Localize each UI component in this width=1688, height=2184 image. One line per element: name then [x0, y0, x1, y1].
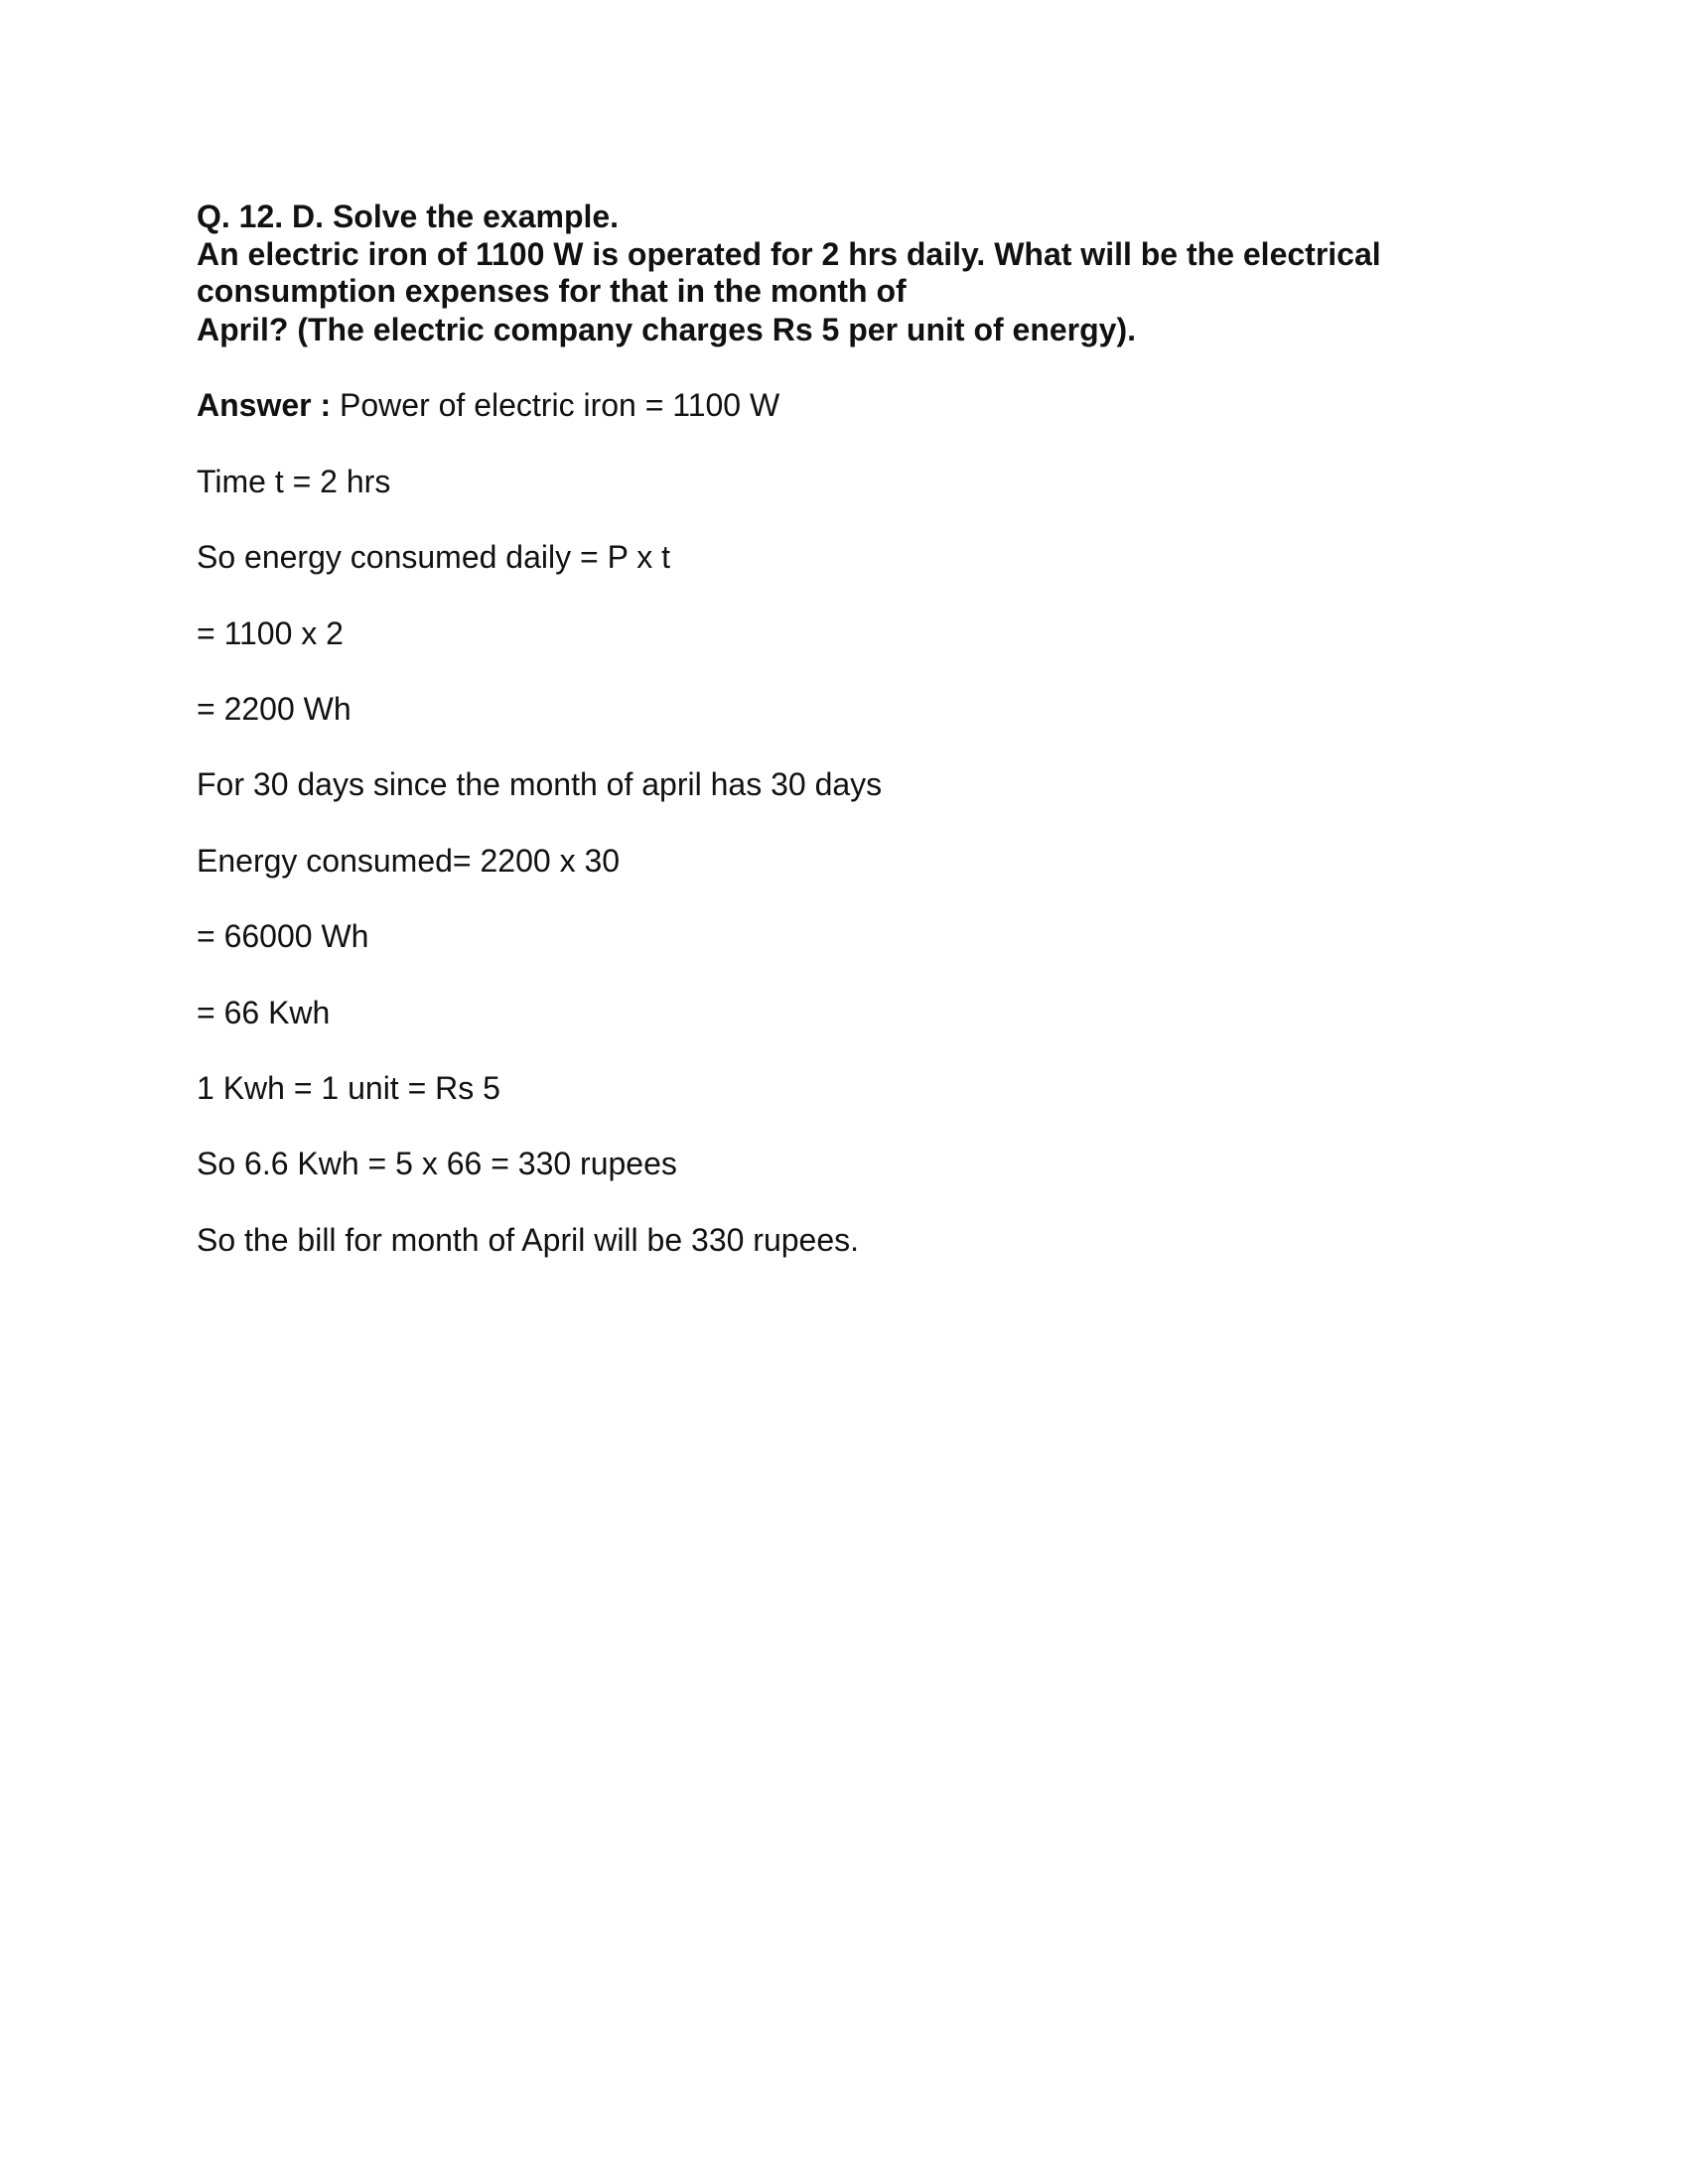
answer-step: = 66 Kwh: [197, 995, 331, 1030]
answer-text: Power of electric iron = 1100 W: [331, 387, 780, 423]
answer-step: 1 Kwh = 1 unit = Rs 5: [197, 1070, 500, 1106]
answer-step: So 6.6 Kwh = 5 x 66 = 330 rupees: [197, 1146, 677, 1181]
question-text-line: April? (The electric company charges Rs 5 per unit of energy).: [197, 312, 1137, 347]
answer-step: = 2200 Wh: [197, 691, 352, 727]
answer-step: For 30 days since the month of april has 30 days: [197, 766, 883, 802]
answer-first-line: [197, 386, 779, 424]
answer-step: So energy consumed daily = P x t: [197, 539, 671, 575]
answer-step: Energy consumed= 2200 x 30: [197, 843, 621, 879]
question-heading: Q. 12. D. Solve the example.: [197, 199, 620, 234]
question-text-line: An electric iron of 1100 W is operated for 2 hrs daily. What will be the electrical: [197, 236, 1381, 272]
question-text-line: consumption expenses for that in the month of: [197, 273, 907, 309]
answer-step: = 1100 x 2: [197, 615, 344, 651]
answer-step: Time t = 2 hrs: [197, 464, 391, 499]
answer-label: Answer :: [197, 387, 332, 423]
answer-step: = 66000 Wh: [197, 918, 369, 954]
answer-conclusion: So the bill for month of April will be 330 rupees.: [197, 1222, 860, 1258]
